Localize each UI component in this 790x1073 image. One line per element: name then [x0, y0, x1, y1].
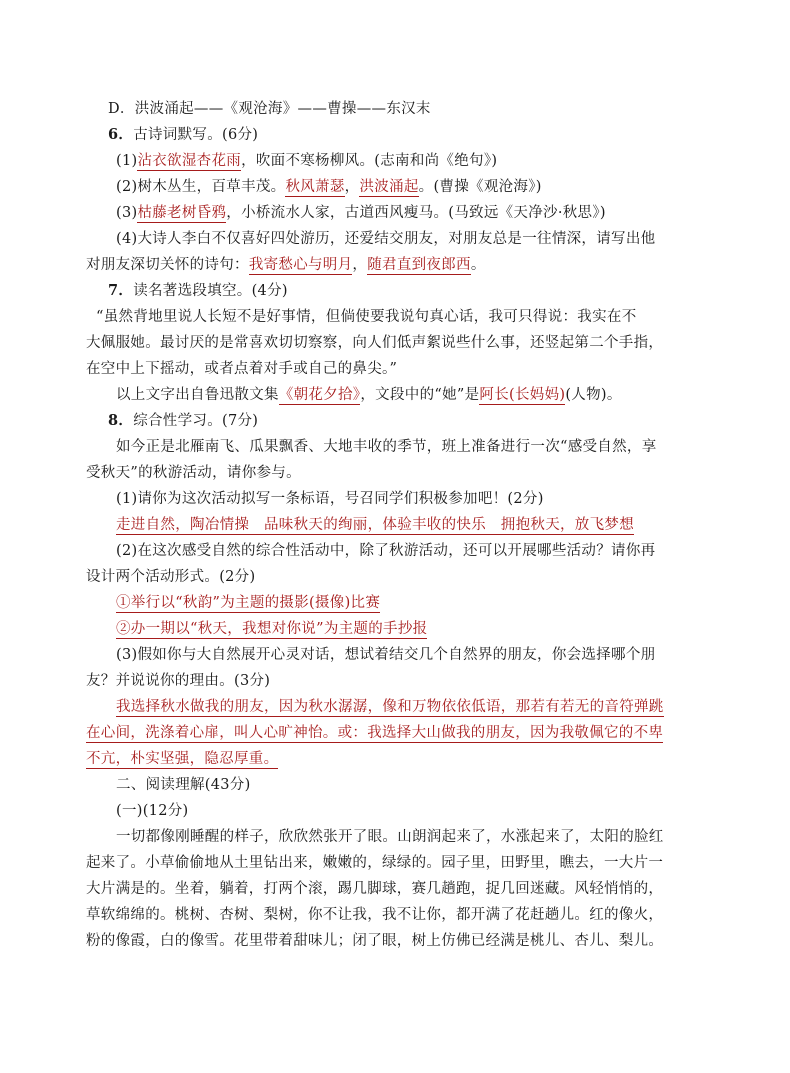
answer-text: 走进自然，陶冶情操 品味秋天的绚丽，体验丰收的快乐 拥抱秋天，放飞梦想: [116, 517, 634, 533]
passage-line-2: 起来了。小草偷偷地从土里钻出来，嫩嫩的，绿绿的。园子里，田野里，瞧去，一大片一: [86, 855, 664, 871]
answer-text: 我寄愁心与明月: [248, 257, 353, 273]
question-number: 6．: [108, 126, 134, 143]
poem-line-2: [116, 176, 736, 198]
question-text: 古诗词默写。(6分): [133, 127, 259, 143]
subsection-heading: (一)(12分): [116, 803, 189, 819]
question-7-answer: [116, 384, 736, 406]
poem-question-4: (4)大诗人李白不仅喜好四处游历，还爱结交朋友，对朋友总是一往情深，请写出他: [116, 231, 656, 247]
passage-line-4: 草软绵绵的。桃树、杏树、梨树，你不让我，我不让你，都开满了花赶趟儿。红的像火，: [86, 907, 664, 923]
question-text: 综合性学习。(7分): [133, 413, 259, 429]
sub-question-3-line-1: (3)假如你与大自然展开心灵对话，想试着结交几个自然界的朋友，你会选择哪个朋: [116, 647, 656, 663]
item-label: (1): [116, 153, 138, 169]
context-line-1: 如今正是北雁南飞、瓜果飘香、大地丰收的季节，班上准备进行一次“感受自然，享: [116, 439, 657, 455]
activity-answer-1: [116, 592, 736, 614]
punctuation: 。: [470, 257, 486, 273]
question-number: 8．: [108, 412, 134, 429]
answer-prompt: 以上文字出自鲁迅散文集: [116, 387, 279, 403]
punctuation: ，: [344, 179, 360, 195]
answer-text: 沾衣欲湿杏花雨: [137, 153, 242, 169]
poem-source: ，吹面不寒杨柳风。(志南和尚《绝句》): [241, 153, 498, 169]
context-line-2: 受秋天”的秋游活动，请你参与。: [86, 465, 301, 481]
question-number: 7．: [108, 282, 134, 299]
question-8-heading: [108, 410, 728, 432]
item-label: (3): [116, 205, 138, 221]
activity-answer-2: [116, 618, 736, 640]
passage-line-5: 粉的像霞，白的像雪。花里带着甜味儿；闭了眼，树上仿佛已经满是桃儿、杏儿、梨儿。: [86, 933, 664, 949]
item-label: (2)树木丛生，百草丰茂。: [116, 179, 286, 195]
poem-line-3: [116, 202, 736, 224]
answer-text: 不亢，朴实坚强，隐忍厚重。: [86, 751, 279, 767]
friend-answer-line-1: [116, 696, 736, 718]
sub-question-3-line-2: 友？并说说你的理由。(3分): [86, 673, 271, 689]
passage-line-1: 一切都像刚睡醒的样子，欣欣然张开了眼。山朗润起来了，水涨起来了，太阳的脸红: [116, 829, 664, 845]
poem-source: 。(曹操《观沧海》): [418, 179, 542, 195]
answer-text: ①举行以“秋韵”为主题的摄影(摄像)比赛: [116, 595, 381, 611]
answer-text: 秋风萧瑟: [285, 179, 345, 195]
poem-source: ，小桥流水人家，古道西风瘦马。(马致远《天净沙·秋思》): [226, 205, 606, 221]
quote-line-3: 在空中上下摇动，或者点着对手或自己的鼻尖。”: [86, 361, 398, 377]
answer-text: 阿长(长妈妈): [479, 387, 566, 403]
question-text: 读名著选段填空。(4分): [133, 283, 288, 299]
friend-answer-line-3: [86, 748, 706, 770]
quote-line-1: “虽然背地里说人长短不是好事情，但倘使要我说句真心话，我可只得说：我实在不: [96, 309, 637, 325]
poem-line-1: [116, 150, 736, 172]
item-label: 对朋友深切关怀的诗句：: [86, 257, 249, 273]
answer-text: 枯藤老树昏鸦: [137, 205, 227, 221]
answer-prompt: ，文段中的“她”是: [360, 387, 480, 403]
answer-text: 随君直到夜郎西: [367, 257, 471, 273]
question-6-heading: [108, 124, 728, 146]
option-d: D．洪波涌起——《观沧海》——曹操——东汉末: [108, 101, 431, 117]
quote-line-2: 大佩服她。最讨厌的是常喜欢切切察察，向人们低声絮说些什么事，还竖起第二个手指，: [86, 335, 664, 351]
section-heading-reading: 二、阅读理解(43分): [116, 777, 251, 793]
answer-text: 洪波涌起: [359, 179, 419, 195]
slogan-answer: [116, 514, 736, 536]
sub-question-2-line-1: (2)在这次感受自然的综合性活动中，除了秋游活动，还可以开展哪些活动？请你再: [116, 543, 656, 559]
answer-prompt: (人物)。: [565, 387, 622, 403]
friend-answer-line-2: [86, 722, 706, 744]
answer-text: 我选择秋水做我的朋友，因为秋水潺潺，像和万物依依低语，那若有若无的音符弹跳: [116, 699, 664, 715]
punctuation: ，: [352, 257, 368, 273]
sub-question-2-line-2: 设计两个活动形式。(2分): [86, 569, 256, 585]
sub-question-1: (1)请你为这次活动拟写一条标语，号召同学们积极参加吧！(2分): [116, 491, 544, 507]
answer-text: 《朝花夕拾》: [278, 387, 361, 403]
question-7-heading: [108, 280, 728, 302]
answer-text: ②办一期以“秋天，我想对你说”为主题的手抄报: [116, 621, 428, 637]
poem-line-4: [86, 254, 706, 276]
answer-text: 在心间，洗涤着心扉，叫人心旷神怡。或：我选择大山做我的朋友，因为我敬佩它的不卑: [86, 725, 664, 741]
passage-line-3: 大片满是的。坐着，躺着，打两个滚，踢几脚球，赛几趟跑，捉几回迷藏。风轻悄悄的，: [86, 881, 664, 897]
